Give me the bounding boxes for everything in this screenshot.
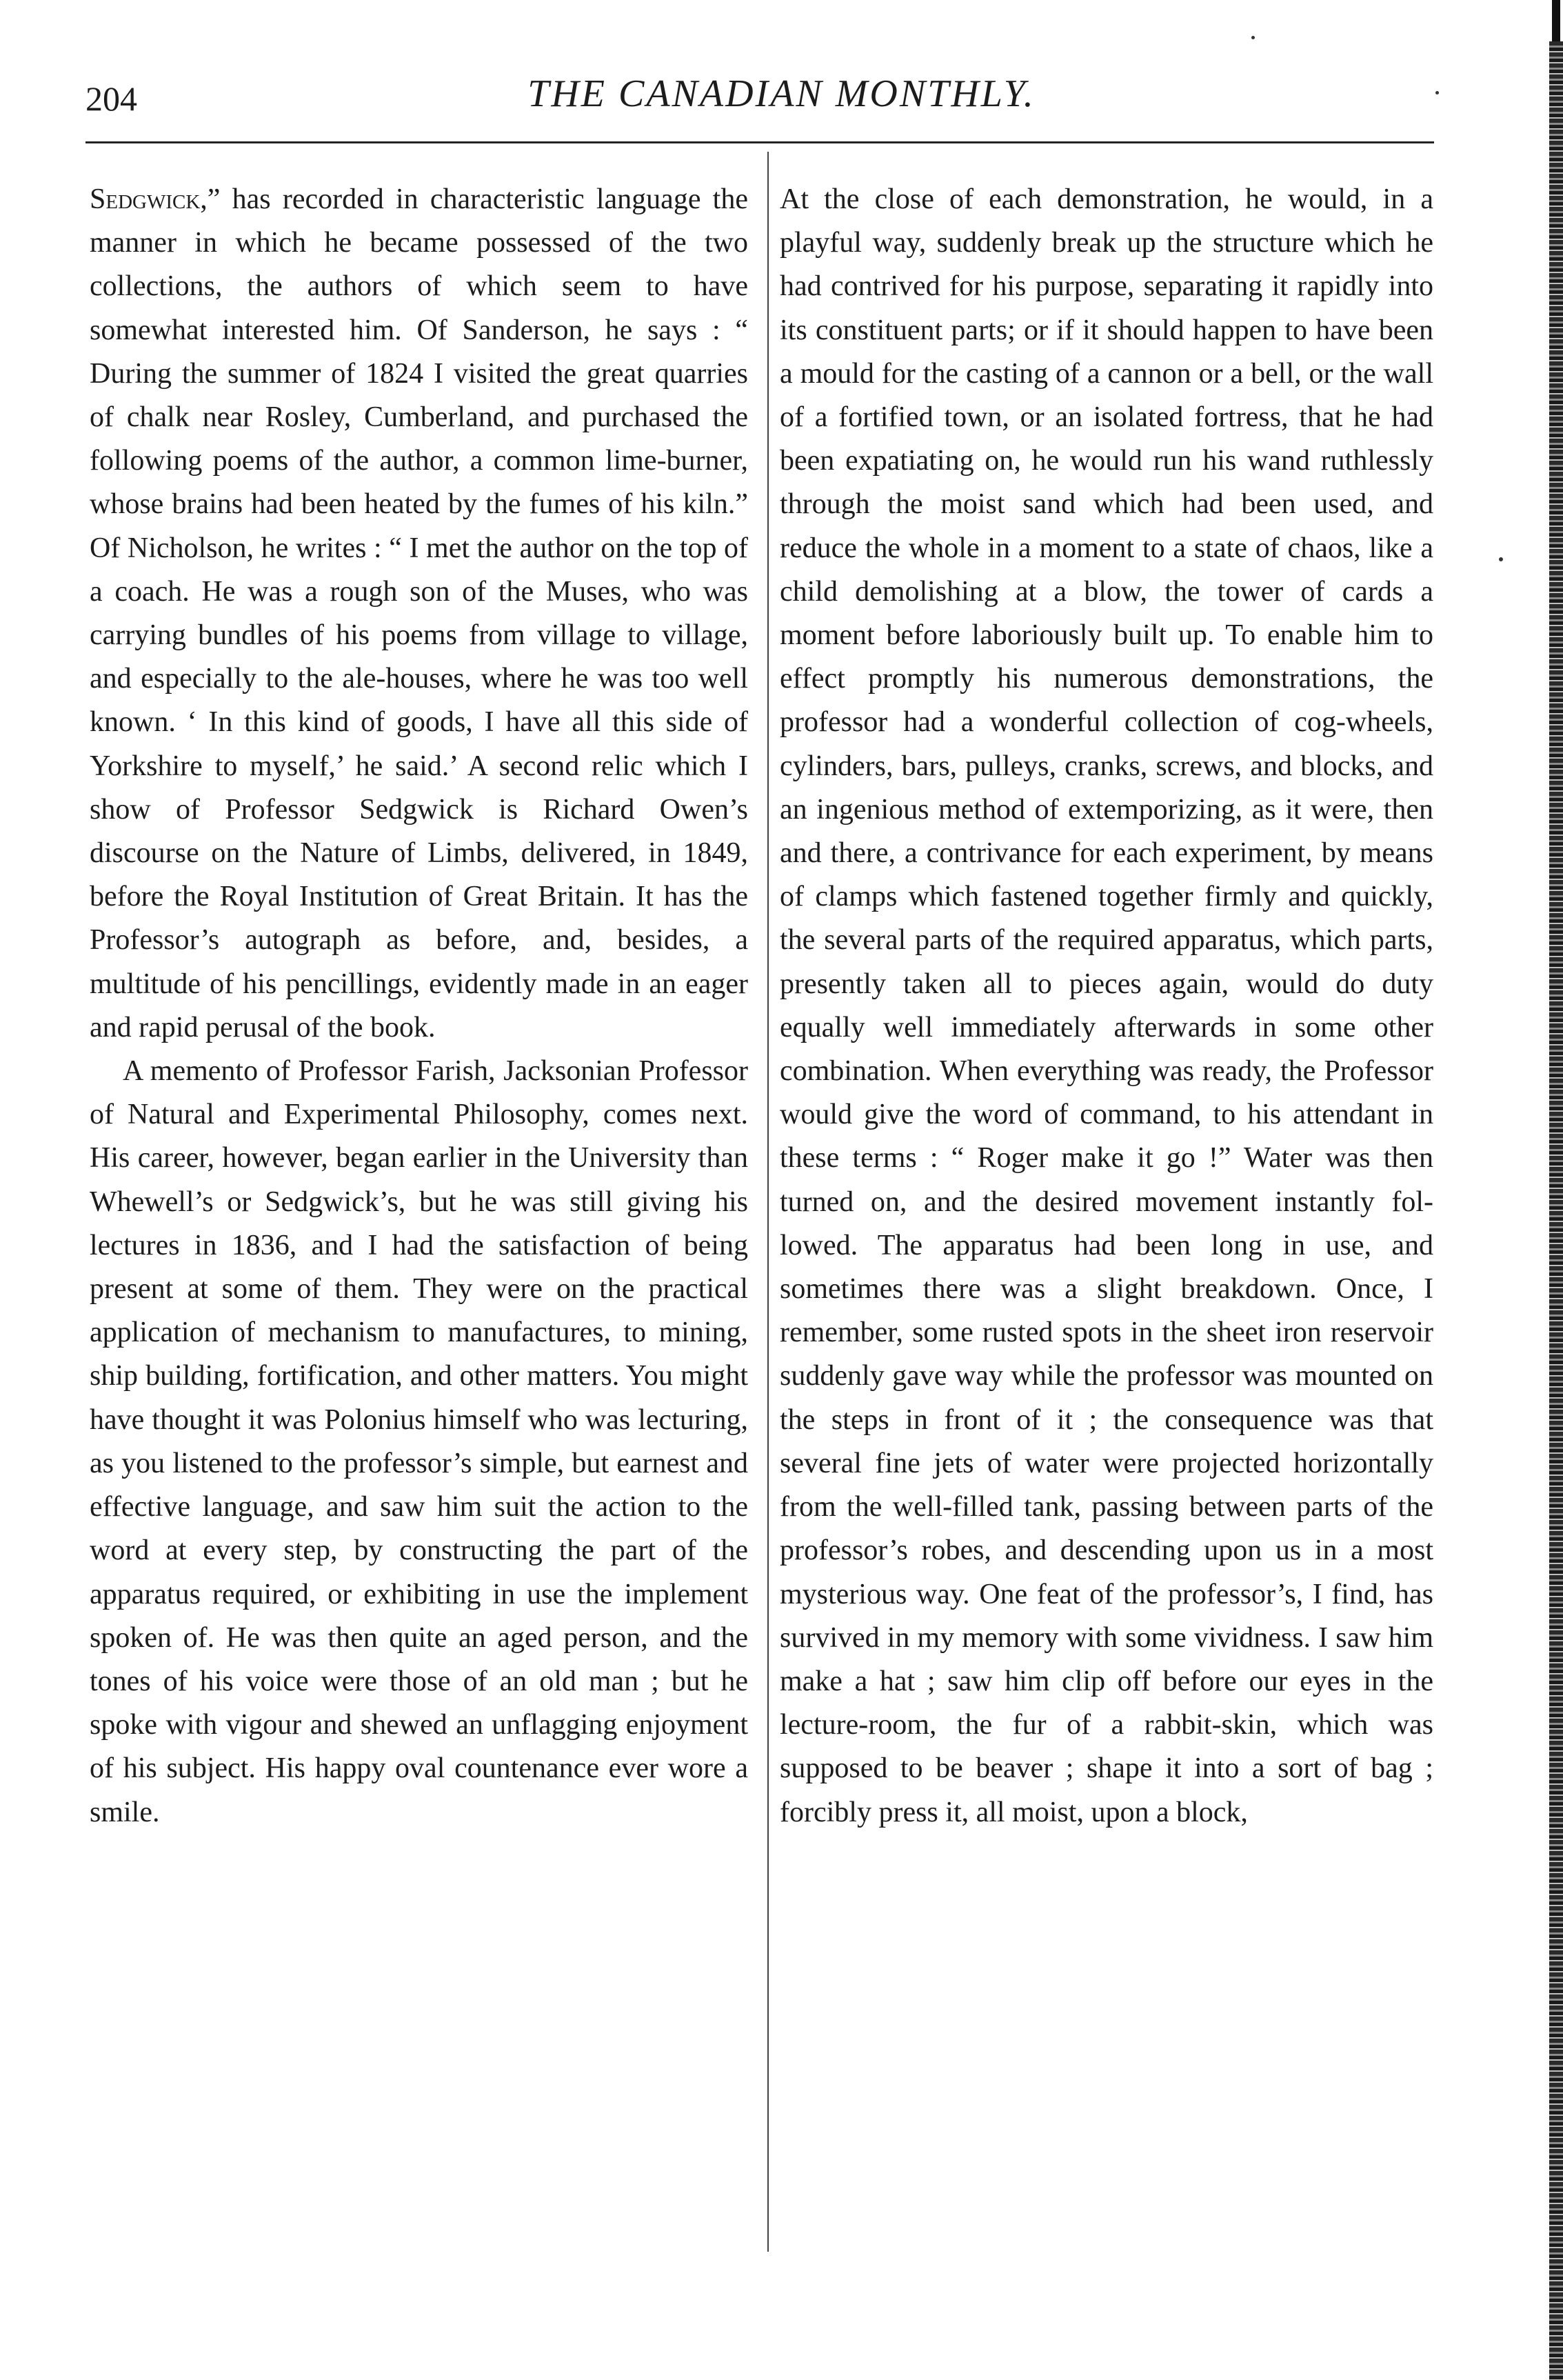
column-divider <box>767 152 769 2252</box>
left-paragraph-1 <box>90 178 748 1050</box>
running-head: THE CANADIAN MONTHLY. <box>527 72 1036 115</box>
speck <box>1499 557 1503 561</box>
speck <box>1435 91 1439 94</box>
right-column <box>780 178 1433 1834</box>
left-paragraph-2: A memento of Professor Farish, Jacksonian Professor of Natural and Experimental Philosophy, comes next. His career, however, began earlier in the University than Whewell’s or Sedgwick’s, but he was still giving his lectures in 1836, and I had the satisfaction of being present at some of them. They were on the practical application of mechanism to manufactures, to mining, ship building, fortification, and other matters. You might have thought it was Polonius himself who was lecturing, as you listened to the professor’s simple, but earnest and effective language, and saw him suit the action to the word at every step, by constructing the part of the apparatus required, or exhibiting in use the implement spoken of. He was then quite an aged person, and the tones of his voice were those of an old man ; but he spoke with vigour and shewed an unflagging enjoyment of his subject. His happy oval countenance ever wore a smile. <box>90 1055 748 1828</box>
speck <box>1251 36 1255 39</box>
scan-edge <box>1549 41 1563 2380</box>
smallcaps-name: Sedgwick, <box>90 183 208 215</box>
right-paragraph-1: At the close of each demonstration, he would, in a playful way, suddenly break up the structure which he had contrived for his purpose, separating it rapidly into its constituent parts; or if it should happen to have been a mould for the casting of a cannon or a bell, or the wall of a fortified town, or an isolated fortress, that he had been expatiating on, he would run his wand ruthlessly through the moist sand which had been used, and reduce the whole in a moment to a state of chaos, like a child demolishing at a blow, the tower of cards a moment before laboriously built up. To enable him to effect promptly his numerous demonstrations, the professor had a wonderful collection of cog-wheels, cylinders, bars, pulleys, cranks, screws, and blocks, and an ingenious method of extemporizing, as it were, then and there, a contrivance for each experiment, by means of clamps which fastened together firmly and quickly, the several parts of the required apparatus, which parts, presently taken all to pieces again, would do duty equally well immediately afterwards in some other combination. When everything was ready, the Professor would give the word of command, to his attendant in these terms : “ Roger make it go !” Water was then turned on, and the desired movement instantly followed. The apparatus had been long in use, and sometimes there was a slight breakdown. Once, I remember, some rusted spots in the sheet iron reservoir suddenly gave way while the professor was mounted on the steps in front of it ; the consequence was that several fine jets of water were projected horizontally from the well-filled tank, passing between parts of the professor’s robes, and descending upon us in a most mysterious way. One feat of the professor’s, I find, has survived in my memory with some vividness. I saw him make a hat ; saw him clip off before our eyes in the lecture-room, the fur of a rabbit-skin, which was supposed to be beaver ; shape it into a sort of bag ; forcibly press it, all moist, upon a block, <box>780 183 1433 1828</box>
left-paragraph-1-text: ” has recorded in characteristic language the manner in which he became possessed of the two collections, the authors of which seem to have somewhat interested him. Of Sanderson, he says : “ During the summer of 1824 I visited the great quarries of chalk near Rosley, Cumberland, and purchased the following poems of the author, a common lime-burner, whose brains had been heated by the fumes of his kiln.” Of Nicholson, he writes : “ I met the author on the top of a coach. He was a rough son of the Muses, who was carrying bundles of his poems from village to village, and especially to the ale-houses, where he was too well known. ‘ In this kind of goods, I have all this side of Yorkshire to myself,’ he said.’ A second relic which I show of Professor Sedgwick is Richard Owen’s discourse on the Nature of Limbs, delivered, in 1849, before the Royal Institution of Great Britain. It has the Professor’s autograph as before, and, besides, a multitude of his pencillings, evidently made in an eager and rapid perusal of the book. <box>90 183 748 1043</box>
header-rule <box>85 141 1434 143</box>
left-column <box>90 178 748 1834</box>
page-number: 204 <box>85 79 137 118</box>
